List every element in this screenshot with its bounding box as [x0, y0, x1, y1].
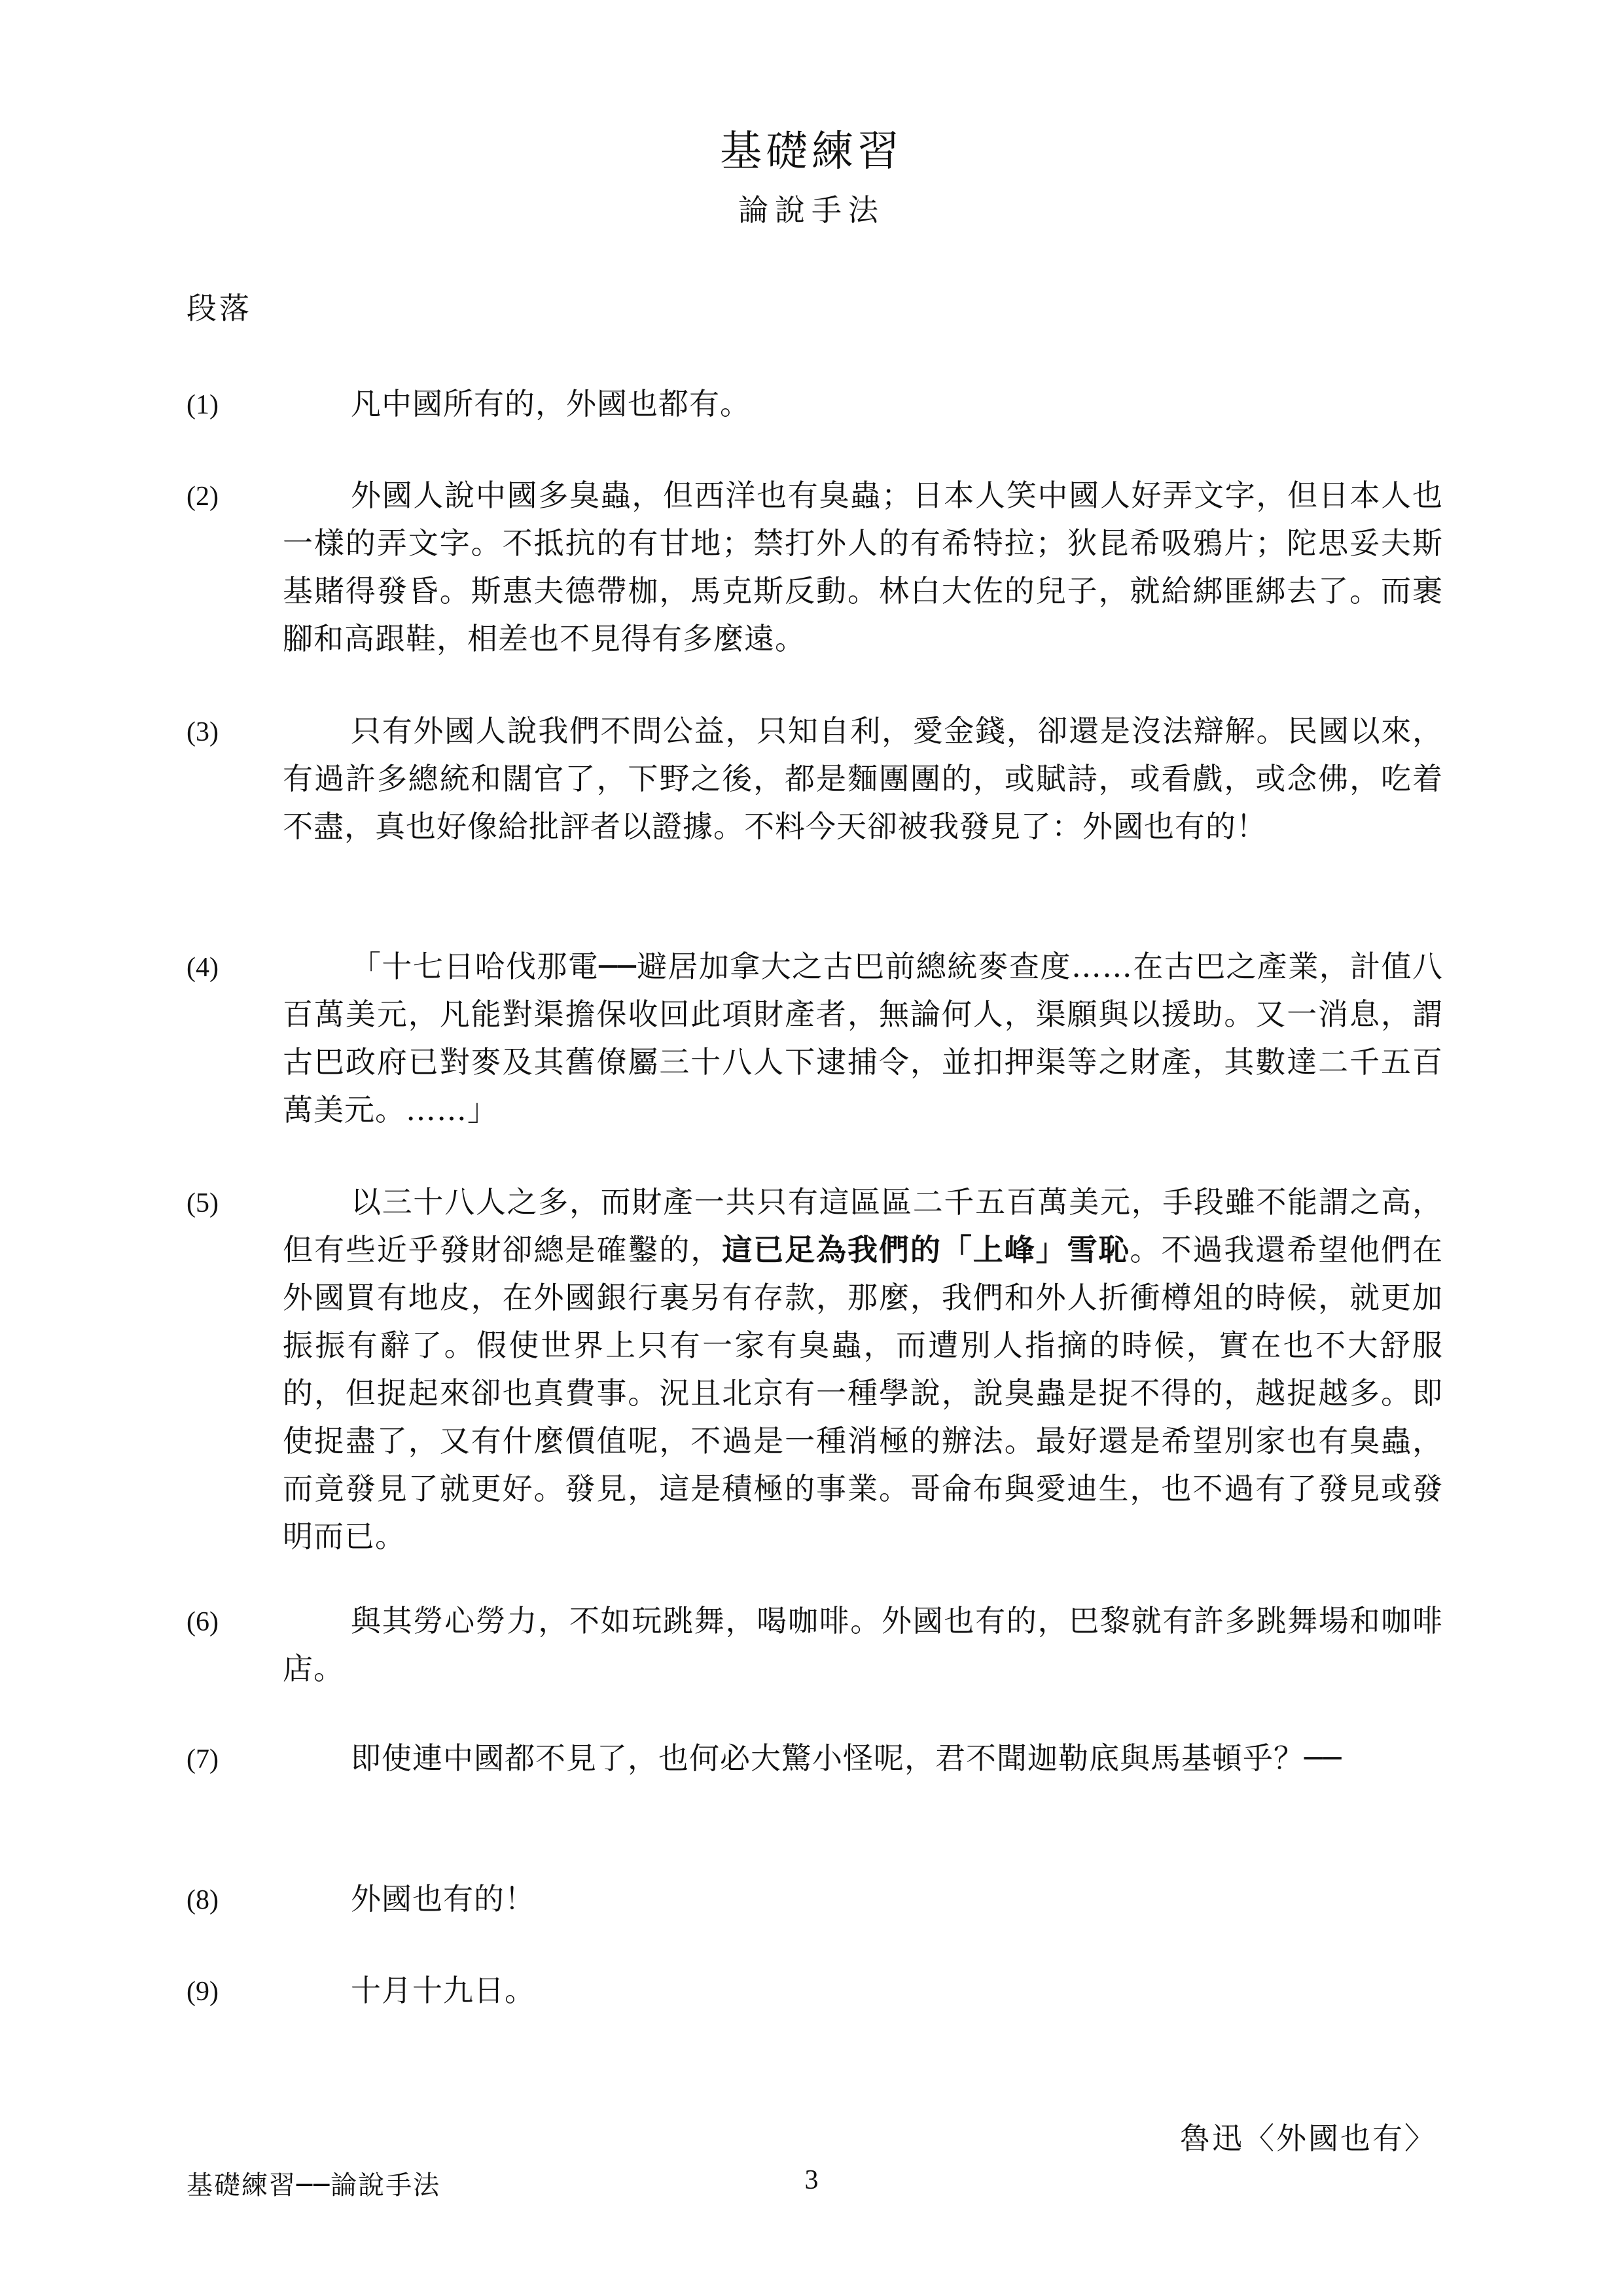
paragraph-number: (7)	[187, 1744, 219, 1775]
emphasized-text: 這已足為我們的「上峰」雪恥	[722, 1232, 1130, 1267]
footer-title: 基礎練習──論說手法	[187, 2170, 441, 2200]
paragraph-text: 十月十九日。	[351, 1973, 535, 2008]
paragraph-number: (1)	[187, 390, 219, 420]
paragraph-text-part: 。不過我還希望他們在外國買有地皮，在外國銀行裏另有存款，那麼，我們和外人折衝樽俎的時候，就更加振振有辭了。假使世界上只有一家有臭蟲，而遭別人指摘的時候，實在也不大舒服的，但捉起來卻也真費事。況且北京有一種學說，說臭蟲是捉不得的，越捉越多。即使捉盡了，又有什麼價值呢，不過是一種消極的辦法。最好還是希望別家也有臭蟲，而竟發見了就更好。發見，這是積極的事業。哥侖布與愛迪生，也不過有了發見或發明而已。	[283, 1232, 1444, 1554]
paragraph-number: (3)	[187, 717, 219, 747]
paragraph-number: (6)	[187, 1607, 219, 1637]
paragraph-number: (2)	[187, 482, 219, 512]
paragraph-number: (9)	[187, 1977, 219, 2007]
section-label: 段落	[187, 291, 252, 326]
paragraph-text: 外國人說中國多臭蟲，但西洋也有臭蟲；日本人笑中國人好弄文字，但日本人也一樣的弄文字。不抵抗的有甘地；禁打外人的有希特拉；狄昆希吸鴉片；陀思妥夫斯基賭得發昏。斯惠夫德帶枷，馬克斯反動。林白大佐的兒子，就給綁匪綁去了。而裹腳和高跟鞋，相差也不見得有多麼遠。	[283, 478, 1443, 656]
paragraph-text: 「十七日哈伐那電──避居加拿大之古巴前總統麥查度……在古巴之產業，計值八百萬美元，凡能對渠擔保收回此項財產者，無論何人，渠願與以援助。又一消息，謂古巴政府已對麥及其舊僚屬三十八人下逮捕令，並扣押渠等之財產，其數達二千五百萬美元。……」	[283, 949, 1443, 1127]
paragraph-text: 即使連中國都不見了，也何必大驚小怪呢，君不聞迦勒底與馬基頓乎？──	[351, 1740, 1342, 1776]
source-attribution: 魯迅〈外國也有〉	[1180, 2121, 1436, 2156]
page-title: 基礎練習	[720, 128, 903, 176]
paragraph-text: 外國也有的！	[351, 1881, 535, 1916]
paragraph-number: (5)	[187, 1188, 219, 1218]
paragraph-text: 只有外國人說我們不問公益，只知自利，愛金錢，卻還是沒法辯解。民國以來，有過許多總統和闊官了，下野之後，都是麵團團的，或賦詩，或看戲，或念佛，吃着不盡，真也好像給批評者以證據。不料今天卻被我發見了：外國也有的！	[283, 713, 1443, 844]
page-subtitle: 論說手法	[738, 192, 885, 228]
paragraph-text-part: 以三十八人之多，而財產一共只有這區區二千五百萬美元，手段雖不能謂之高，但有些近乎發財卻總是確鑿的，	[283, 1184, 1443, 1267]
paragraph-number: (4)	[187, 953, 219, 983]
paragraph-text: 凡中國所有的，外國也都有。	[351, 386, 751, 421]
paragraph-text: 與其勞心勞力，不如玩跳舞，喝咖啡。外國也有的，巴黎就有許多跳舞場和咖啡店。	[283, 1603, 1443, 1686]
page-number: 3	[804, 2165, 819, 2195]
paragraph-number: (8)	[187, 1885, 219, 1915]
paragraph-text	[283, 1178, 1443, 1561]
